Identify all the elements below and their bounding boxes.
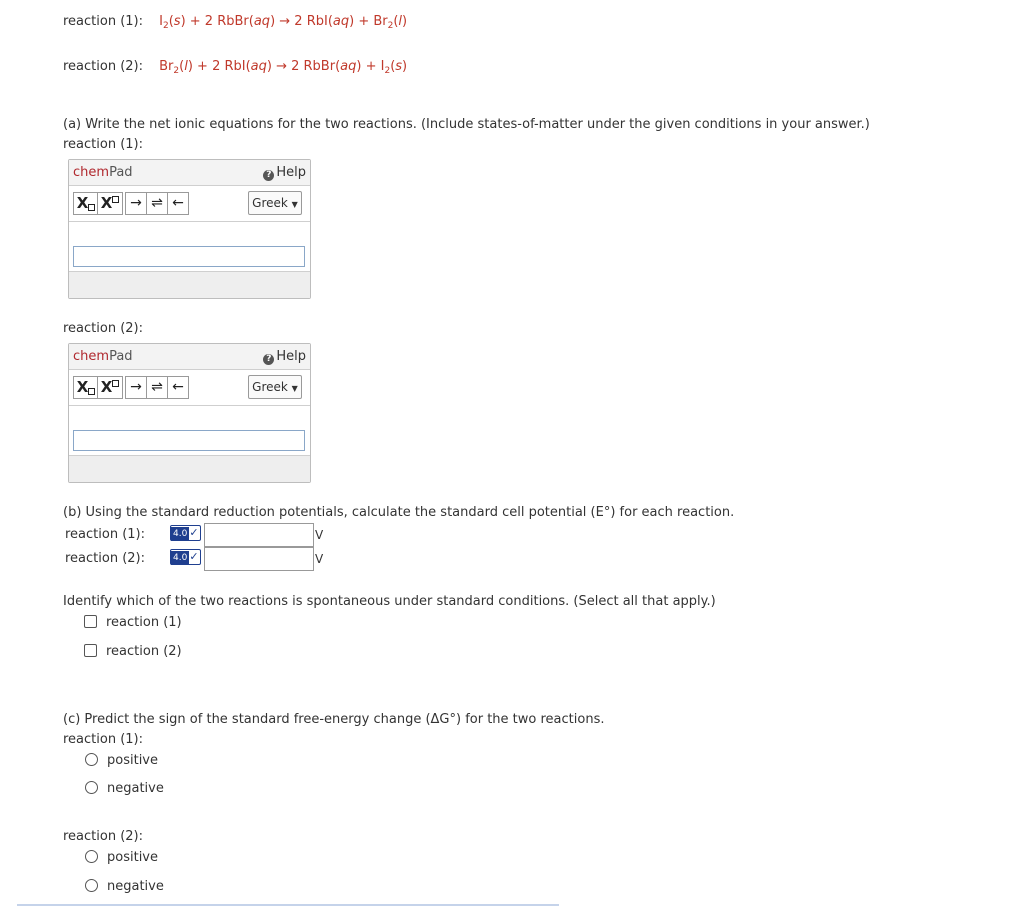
part-a-prompt: (a) Write the net ionic equations for the two reactions. (Include states-of-matter under the given conditions in your answer.)	[63, 117, 870, 132]
equilibrium-arrow-button[interactable]	[146, 376, 168, 399]
chempad-header	[69, 160, 310, 186]
part-a-r2-label: reaction (2):	[63, 321, 143, 336]
check-icon: ✓	[189, 526, 199, 539]
equilibrium-arrow-icon: ⇌	[151, 195, 163, 211]
significant-figures-badge: 4.0 ✓	[170, 525, 201, 541]
r2-positive-radio[interactable]	[85, 850, 98, 863]
chempad-toolbar	[69, 370, 310, 406]
r1-negative-label: negative	[107, 781, 164, 796]
r1-positive-radio[interactable]	[85, 753, 98, 766]
left-arrow-icon: ←	[172, 379, 184, 395]
spontaneous-option-1: reaction (1)	[106, 615, 182, 630]
part-c-r2-label: reaction (2):	[63, 829, 143, 844]
part-b-r2-label: reaction (2):	[65, 551, 145, 566]
reaction-1-label: reaction (1):	[63, 14, 143, 29]
equilibrium-arrow-icon: ⇌	[151, 379, 163, 395]
part-a-r1-label: reaction (1):	[63, 137, 143, 152]
superscript-button[interactable]: X	[97, 376, 123, 399]
help-button[interactable]: ? Help	[263, 349, 306, 365]
cell-potential-input-2[interactable]	[204, 547, 314, 571]
r1-positive-label: positive	[107, 753, 158, 768]
r2-positive-label: positive	[107, 850, 158, 865]
reaction-1-formula: $I_2(s) + 2$ RbBr(aq) → 2 $RbI(aq) + Br_2(l)$	[159, 14, 408, 31]
part-c-prompt: (c) Predict the sign of the standard free-energy change (ΔG°) for the two reactions.	[63, 712, 605, 727]
unit-volts-1: V	[315, 528, 324, 542]
reaction-2-formula: $Br_2(l) + 2$ RbI(aq) → 2 RbBr(aq) + $I_2(s)$	[159, 59, 408, 76]
part-b-prompt: (b) Using the standard reduction potentials, calculate the standard cell potential (E°) for each reaction.	[63, 505, 735, 520]
bottom-divider	[17, 904, 559, 906]
chempad-body	[69, 222, 310, 271]
r2-negative-radio[interactable]	[85, 879, 98, 892]
spontaneous-checkbox-2[interactable]	[84, 644, 97, 657]
caret-down-icon: ▼	[291, 384, 298, 393]
superscript-button[interactable]: X	[97, 192, 123, 215]
chempad-footer	[69, 271, 310, 298]
part-c-r1-label: reaction (1):	[63, 732, 143, 747]
right-arrow-icon: →	[130, 379, 142, 395]
chempad-header	[69, 344, 310, 370]
right-arrow-icon: →	[130, 195, 142, 211]
equilibrium-arrow-button[interactable]	[146, 192, 168, 215]
spontaneous-option-2: reaction (2)	[106, 644, 182, 659]
r2-negative-label: negative	[107, 879, 164, 894]
cell-potential-input-1[interactable]	[204, 523, 314, 547]
subscript-button[interactable]: X	[73, 192, 99, 215]
chempad-reaction-1	[68, 159, 311, 299]
reaction-1-equation	[63, 14, 407, 29]
spontaneous-prompt: Identify which of the two reactions is spontaneous under standard conditions. (Select all that apply.)	[63, 594, 716, 609]
greek-dropdown[interactable]: Greek ▼	[248, 191, 302, 215]
right-arrow-button[interactable]	[125, 376, 147, 399]
chempad-logo: chemPad	[73, 349, 133, 364]
chempad-logo: chemPad	[73, 165, 133, 180]
reaction-2-label: reaction (2):	[63, 59, 143, 74]
subscript-button[interactable]: X	[73, 376, 99, 399]
reaction-2-equation	[63, 59, 407, 74]
left-arrow-icon: ←	[172, 195, 184, 211]
significant-figures-badge: 4.0 ✓	[170, 549, 201, 565]
left-arrow-button[interactable]	[167, 192, 189, 215]
chempad-toolbar	[69, 186, 310, 222]
chempad-body	[69, 406, 310, 455]
chempad-input-reaction-2[interactable]	[73, 430, 305, 451]
greek-dropdown[interactable]: Greek ▼	[248, 375, 302, 399]
chempad-footer	[69, 455, 310, 482]
left-arrow-button[interactable]	[167, 376, 189, 399]
spontaneous-checkbox-1[interactable]	[84, 615, 97, 628]
part-b-r1-label: reaction (1):	[65, 527, 145, 542]
help-icon: ?	[263, 170, 274, 181]
caret-down-icon: ▼	[291, 200, 298, 209]
r1-negative-radio[interactable]	[85, 781, 98, 794]
help-button[interactable]: ? Help	[263, 165, 306, 181]
chempad-input-reaction-1[interactable]	[73, 246, 305, 267]
help-icon: ?	[263, 354, 274, 365]
unit-volts-2: V	[315, 552, 324, 566]
check-icon: ✓	[189, 550, 199, 563]
chempad-reaction-2	[68, 343, 311, 483]
right-arrow-button[interactable]	[125, 192, 147, 215]
